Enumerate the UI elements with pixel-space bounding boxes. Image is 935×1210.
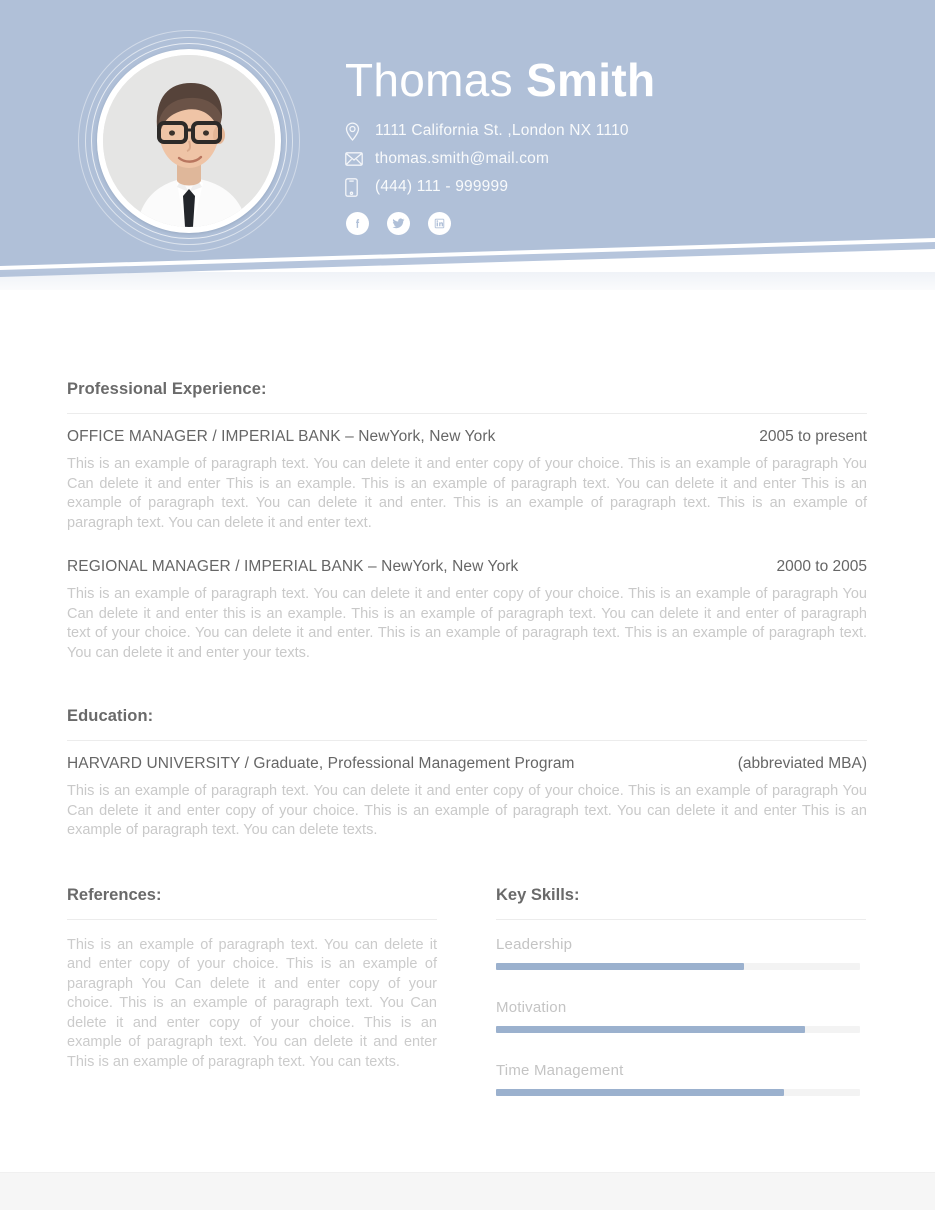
resume-header <box>0 0 935 290</box>
section-references <box>67 886 437 1096</box>
skill-progress-fill <box>496 1026 805 1033</box>
avatar <box>78 30 300 252</box>
section-divider <box>67 413 867 414</box>
education-description: This is an example of paragraph text. You can delete it and enter copy of your choice. This is an example of paragraph You Can delete it and enter copy of your choice. This is an example of paragraph text. You can delete it and enter This is an example of paragraph text. You can delete texts. <box>67 783 867 838</box>
spacer <box>67 667 867 707</box>
skill-label: Time Management <box>496 1061 624 1079</box>
footer-strip <box>0 1172 935 1210</box>
education-note: (abbreviated MBA) <box>737 755 867 772</box>
skill-item <box>496 999 866 1033</box>
email-text: thomas.smith@mail.com <box>375 150 550 167</box>
section-key-skills <box>496 886 866 1096</box>
section-title-references: References: <box>67 885 162 904</box>
experience-description: This is an example of paragraph text. You can delete it and enter copy of your choice. This is an example of paragraph You Can delete it and enter This is an example. This is an example of paragraph text. You can delete it and enter This is an example of paragraph text. You can delete it and enter. This is an example of paragraph text. This is an example of paragraph text. You can delete it and enter text. <box>67 456 867 531</box>
experience-description: This is an example of paragraph text. You can delete it and enter copy of your choice. This is an example of paragraph You Can delete it and enter this is an example. This is an example of paragraph text. You can delete it and enter of paragraph text of your choice. You can delete it and enter. This is an example of paragraph text. This is an example of paragraph text. You can delete it and enter your texts. <box>67 586 867 661</box>
skill-progress-track <box>496 963 860 970</box>
experience-date: 2000 to 2005 <box>776 558 867 575</box>
experience-entry-header <box>67 428 867 446</box>
resume-body <box>67 380 867 1096</box>
bottom-columns <box>67 886 867 1096</box>
section-divider <box>67 919 437 920</box>
experience-role: REGIONAL MANAGER / IMPERIAL BANK – NewYork, New York <box>67 558 519 575</box>
phone-text: (444) 111 - 999999 <box>375 178 509 195</box>
skill-label: Motivation <box>496 998 567 1016</box>
contact-email <box>345 146 905 172</box>
education-degree: HARVARD UNIVERSITY / Graduate, Professional Management Program <box>67 755 575 772</box>
avatar-frame <box>97 49 281 233</box>
last-name: Smith <box>526 54 656 106</box>
facebook-icon[interactable] <box>346 212 369 235</box>
location-pin-icon <box>345 122 375 141</box>
section-education <box>67 707 867 841</box>
education-entry-header <box>67 755 867 773</box>
envelope-icon <box>345 152 375 166</box>
experience-entry-header <box>67 558 867 576</box>
section-professional-experience <box>67 380 867 663</box>
skill-progress-track <box>496 1089 860 1096</box>
skill-progress-fill <box>496 963 744 970</box>
mobile-phone-icon <box>345 178 375 197</box>
skill-item <box>496 936 866 970</box>
page-title <box>345 52 905 108</box>
twitter-icon[interactable] <box>387 212 410 235</box>
first-name: Thomas <box>345 54 513 106</box>
contact-list <box>345 118 905 200</box>
section-title-experience: Professional Experience: <box>67 380 267 398</box>
section-divider <box>496 919 866 920</box>
experience-date: 2005 to present <box>759 428 867 445</box>
section-divider <box>67 740 867 741</box>
experience-role: OFFICE MANAGER / IMPERIAL BANK – NewYork, New York <box>67 428 496 445</box>
experience-entry <box>67 428 867 533</box>
education-entry <box>67 755 867 841</box>
section-title-education: Education: <box>67 707 154 725</box>
skill-progress-track <box>496 1026 860 1033</box>
address-text: 1111 California St. ,London NX 1110 <box>375 122 629 139</box>
avatar-image <box>103 55 275 227</box>
header-fade <box>0 272 935 290</box>
linkedin-icon[interactable] <box>428 212 451 235</box>
contact-address <box>345 118 905 144</box>
skill-item <box>496 1062 866 1096</box>
skill-progress-fill <box>496 1089 784 1096</box>
social-links <box>346 212 905 235</box>
experience-entry <box>67 558 867 663</box>
references-description: This is an example of paragraph text. You can delete it and enter copy of your choice. This is an example of paragraph You Can delete it and enter copy of your choice. This is an example of paragraph text. You Can delete it and enter copy of your choice. This is an example of paragraph text. You can delete it and enter This is an example of paragraph text. You can texts. <box>67 936 437 1070</box>
identity-block <box>345 52 905 235</box>
contact-phone <box>345 174 905 200</box>
spacer <box>67 537 867 558</box>
skill-label: Leadership <box>496 935 573 953</box>
section-title-key-skills: Key Skills: <box>496 885 580 904</box>
